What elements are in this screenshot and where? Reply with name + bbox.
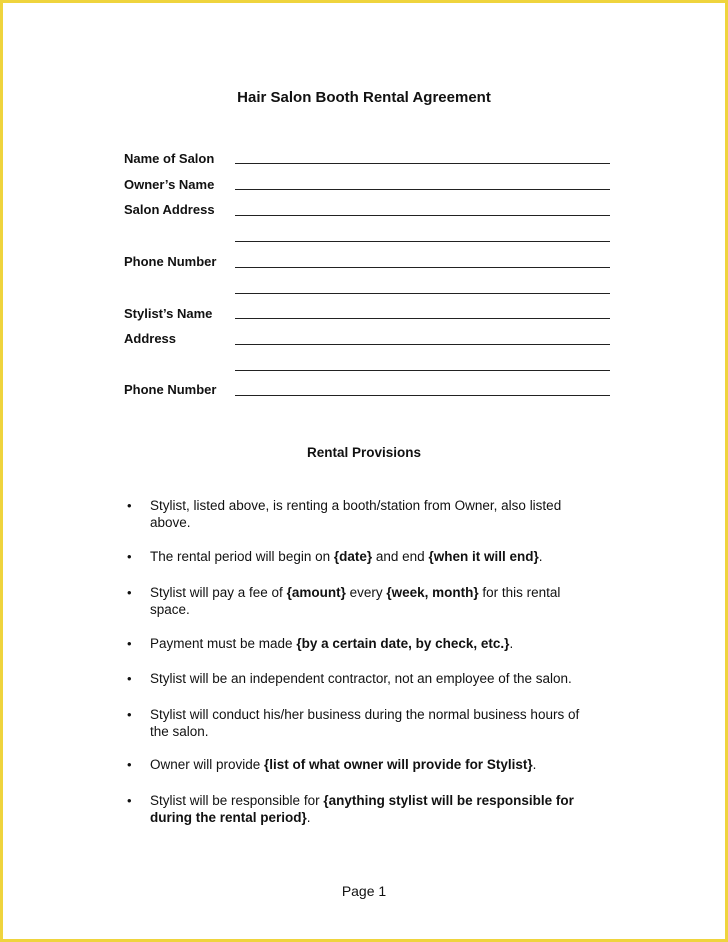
salon-phone-label: Phone Number (124, 254, 217, 269)
provision-segment: Payment must be made (150, 636, 297, 651)
salon-address-line-2[interactable] (235, 241, 610, 242)
placeholder-text: {list of what owner will provide for Stylist} (264, 757, 533, 772)
section-title: Rental Provisions (306, 445, 422, 460)
provision-item (127, 584, 597, 618)
placeholder-text: {when it will end} (428, 549, 539, 564)
salon-name-label: Name of Salon (124, 151, 215, 166)
bullet-icon: • (127, 757, 132, 772)
provision-segment: for this rental space. (150, 585, 561, 617)
salon-name-line[interactable] (235, 163, 610, 164)
stylist-address-label: Address (124, 331, 177, 346)
provision-item (127, 548, 597, 565)
placeholder-text: {amount} (286, 585, 346, 600)
provision-segment: . (532, 757, 537, 772)
provision-item (127, 670, 597, 687)
salon-address-line-1[interactable] (235, 215, 610, 216)
provision-segment: Stylist, listed above, is renting a booth/station from Owner, also listed above. (150, 498, 562, 530)
stylist-name-line[interactable] (235, 318, 610, 319)
blank-line[interactable] (235, 293, 610, 294)
stylist-phone-label: Phone Number (124, 382, 217, 397)
provision-text (150, 497, 597, 531)
provision-segment: and end (372, 549, 429, 564)
bullet-icon: • (127, 636, 132, 651)
provision-segment: every (345, 585, 387, 600)
stylist-name-label: Stylist’s Name (124, 306, 213, 321)
provision-segment: The rental period will begin on (150, 549, 334, 564)
provision-text (150, 635, 597, 652)
provision-item (127, 756, 597, 773)
provision-segment: . (538, 549, 543, 564)
salon-address-label: Salon Address (124, 202, 215, 217)
placeholder-text: {week, month} (386, 585, 479, 600)
placeholder-text: {by a certain date, by check, etc.} (296, 636, 510, 651)
provision-segment: Stylist will conduct his/her business during the normal business hours of the salon. (150, 707, 580, 739)
provision-item (127, 706, 597, 740)
provision-text (150, 548, 597, 565)
provision-segment: Stylist will be responsible for (150, 793, 324, 808)
provision-text (150, 670, 597, 687)
bullet-icon: • (127, 498, 132, 513)
provision-segment: Stylist will pay a fee of (150, 585, 287, 600)
document-title: Hair Salon Booth Rental Agreement (237, 89, 491, 106)
provision-segment: Owner will provide (150, 757, 265, 772)
provision-text (150, 792, 597, 826)
provision-item (127, 792, 597, 826)
stylist-address-line-1[interactable] (235, 344, 610, 345)
stylist-address-line-2[interactable] (235, 370, 610, 371)
placeholder-text: {anything stylist will be responsible for during the rental period} (150, 793, 574, 825)
provision-segment: . (306, 810, 311, 825)
bullet-icon: • (127, 549, 132, 564)
provision-text (150, 706, 597, 740)
owner-name-label: Owner’s Name (124, 177, 215, 192)
bullet-icon: • (127, 671, 132, 686)
bullet-icon: • (127, 585, 132, 600)
bullet-icon: • (127, 793, 132, 808)
page-number: Page 1 (341, 883, 387, 899)
bullet-icon: • (127, 707, 132, 722)
provision-item (127, 635, 597, 652)
provision-segment: Stylist will be an independent contractor, not an employee of the salon. (150, 671, 572, 686)
provision-text (150, 584, 597, 618)
owner-name-line[interactable] (235, 189, 610, 190)
provision-text (150, 756, 597, 773)
salon-phone-line[interactable] (235, 267, 610, 268)
provision-segment: . (509, 636, 514, 651)
placeholder-text: {date} (333, 549, 373, 564)
stylist-phone-line[interactable] (235, 395, 610, 396)
provision-item (127, 497, 597, 531)
